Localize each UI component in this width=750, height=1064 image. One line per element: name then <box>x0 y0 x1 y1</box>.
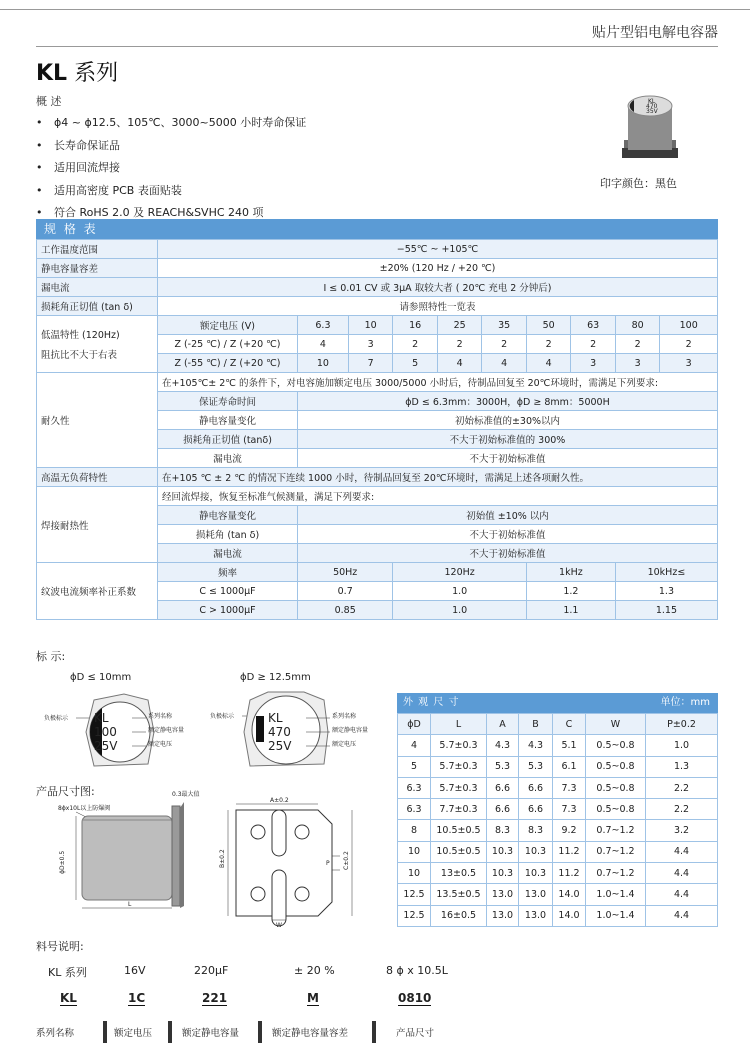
large-print: 470 <box>268 725 291 739</box>
rated-v-label: 额定电压 <box>332 741 357 748</box>
table-row: 工作温度范围 −55℃ ~ +105℃ <box>37 240 718 259</box>
partno-code: 221 <box>202 991 228 1005</box>
partno-heading: 料号说明: <box>36 940 84 953</box>
partno-example: 16V <box>124 964 146 977</box>
feature-list <box>36 112 306 225</box>
large-print: KL <box>268 711 283 725</box>
table-row: 静电容量变化 初始标准值的±30%以内 <box>37 411 718 430</box>
table-row: 损耗角正切值 (tanδ) 不大于初始标准值的 300% <box>37 430 718 449</box>
partno-label: 额定静电容量 <box>182 1028 240 1039</box>
overview-heading: 概 述 <box>36 95 62 108</box>
table-row: C ≤ 1000μF 0.7 1.0 1.2 1.3 <box>37 582 718 601</box>
partno-code: M <box>307 991 319 1005</box>
appearance-heading: 外 观 尺 寸 <box>403 697 460 708</box>
table-row: 保证寿命时间 ϕD ≤ 6.3mm：3000H，ϕD ≥ 8mm：5000H <box>37 392 718 411</box>
appearance-heading-bar <box>397 693 718 713</box>
separator <box>168 1021 172 1043</box>
partno-label: 系列名称 <box>36 1028 75 1039</box>
cap-print: 35V <box>646 108 658 115</box>
marking-small-label: ϕD ≤ 10mm <box>70 672 132 683</box>
rated-cap-label: 额定静电容量 <box>332 727 369 734</box>
partno-example: 8 ϕ x 10.5L <box>386 964 448 977</box>
header-rule <box>36 46 718 47</box>
series-name-label: 系列名称 <box>148 713 173 720</box>
table-row: 纹波电流频率补正系数 频率 50Hz 120Hz 1kHz 10kHz≤ <box>37 563 718 582</box>
partno-code: 1C <box>128 991 146 1005</box>
rated-cap-label: 额定静电容量 <box>148 727 185 734</box>
table-row: 5 5.7±0.3 5.3 5.3 6.1 0.5~0.8 1.3 <box>398 756 718 777</box>
separator <box>103 1021 107 1043</box>
feature-item: • 符合 RoHS 2.0 及 REACH&SVHC 240 项 <box>36 202 306 225</box>
partno-example: ± 20 % <box>294 964 335 977</box>
table-row: 耐久性 在+105℃± 2℃ 的条件下，对电容施加额定电压 3000/5000 小时后，待制品回复至 20℃环境时，需满足下列要求: <box>37 373 718 392</box>
lowtemp-label: 阻抗比不大于右表 <box>41 350 118 361</box>
lowtemp-label: 低温特性 (120Hz) <box>41 330 120 341</box>
category-title: 贴片型铝电解电容器 <box>592 25 718 41</box>
table-row: 高温无负荷特性 在+105 ℃ ± 2 ℃ 的情况下连续 1000 小时，待制品回复至 20℃环境时，需满足上述各项耐久性。 <box>37 468 718 487</box>
spec-heading: 规 格 表 <box>44 222 98 236</box>
c-label: C±0.2 <box>343 851 350 870</box>
ink-color: 印字颜色：黑色 <box>600 177 677 190</box>
cap-print: KL <box>648 98 656 105</box>
table-row: Z (-55 ℃) / Z (+20 ℃) 10 7 5 4 4 4 3 3 3 <box>37 354 718 373</box>
table-row: Z (-25 ℃) / Z (+20 ℃) 4 3 2 2 2 2 2 2 2 <box>37 335 718 354</box>
table-row: 4 5.7±0.3 4.3 4.3 5.1 0.5~0.8 1.0 <box>398 735 718 756</box>
feature-item: • 适用高密度 PCB 表面贴装 <box>36 180 306 203</box>
capacitor-photo <box>620 92 680 162</box>
table-row: 6.3 7.7±0.3 6.6 6.6 7.3 0.5~0.8 2.2 <box>398 799 718 820</box>
d-label: ϕD±0.5 <box>59 850 66 874</box>
small-print: KL <box>94 711 109 725</box>
dimension-drawings <box>36 790 376 930</box>
spec-table <box>36 239 718 620</box>
table-row: 损耗角 (tan δ) 不大于初始标准值 <box>37 525 718 544</box>
table-row: 12.5 16±0.5 13.0 13.0 14.0 1.0~1.4 4.4 <box>398 905 718 926</box>
a-label: A±0.2 <box>270 797 289 804</box>
table-row: ϕD L A B C W P±0.2 <box>398 714 718 735</box>
cap-print: 470 <box>646 103 658 110</box>
marking-diagrams <box>36 690 376 780</box>
series-code: KL <box>36 61 68 86</box>
dimension-heading: 产品尺寸图: <box>36 785 95 798</box>
table-row: 10 10.5±0.5 10.3 10.3 11.2 0.7~1.2 4.4 <box>398 841 718 862</box>
vent-label: 8ϕx10L以上防爆阀 <box>58 805 111 812</box>
rated-v-label: 额定电压 <box>148 741 173 748</box>
partno-label: 产品尺寸 <box>396 1028 435 1039</box>
l-label: L <box>128 901 132 908</box>
table-row: 低温特性 (120Hz) 阻抗比不大于右表 额定电压 (V) 6.3 10 16 25 35 50 63 80 100 <box>37 316 718 335</box>
w-label: W <box>276 922 282 929</box>
table-row: 焊接耐热性 经回流焊接，恢复至标准气候测量，满足下列要求: <box>37 487 718 506</box>
table-row: 8 10.5±0.5 8.3 8.3 9.2 0.7~1.2 3.2 <box>398 820 718 841</box>
appearance-table <box>397 713 718 927</box>
separator <box>372 1021 376 1043</box>
b-label: B±0.2 <box>219 849 226 868</box>
table-row: 漏电流 不大于初始标准值 <box>37 449 718 468</box>
table-row: C > 1000μF 0.85 1.0 1.1 1.15 <box>37 601 718 620</box>
spec-heading-bar <box>36 219 718 239</box>
p-label: P <box>326 860 330 867</box>
neg-mark-label: 负极标示 <box>44 715 69 722</box>
table-row: 漏电流 不大于初始标准值 <box>37 544 718 563</box>
partno-label: 额定静电容量容差 <box>272 1028 349 1039</box>
large-print: 25V <box>268 739 292 753</box>
series-title <box>36 56 118 87</box>
partno-code: 0810 <box>398 991 432 1005</box>
partno-code: KL <box>60 991 77 1005</box>
partno-example: 220μF <box>194 964 229 977</box>
partno-example: KL 系列 <box>48 966 87 979</box>
small-print: 25V <box>94 739 118 753</box>
table-row: 6.3 5.7±0.3 6.6 6.6 7.3 0.5~0.8 2.2 <box>398 777 718 798</box>
marking-large-label: ϕD ≥ 12.5mm <box>240 672 311 683</box>
marking-heading: 标 示: <box>36 650 66 663</box>
partno-label: 额定电压 <box>114 1028 153 1039</box>
max-label: 0.3最大值 <box>172 791 200 798</box>
feature-item: • ϕ4 ~ ϕ12.5、105℃、3000~5000 小时寿命保证 <box>36 112 306 135</box>
separator <box>258 1021 262 1043</box>
table-row: 静电容量变化 初始值 ±10% 以内 <box>37 506 718 525</box>
small-print: 100 <box>94 725 117 739</box>
table-row: 漏电流 I ≤ 0.01 CV 或 3μA 取较大者 ( 20℃ 充电 2 分钟后) <box>37 278 718 297</box>
feature-item: • 长寿命保证品 <box>36 135 306 158</box>
table-row: 12.5 13.5±0.5 13.0 13.0 14.0 1.0~1.4 4.4 <box>398 884 718 905</box>
appearance-unit: 单位：mm <box>660 697 710 708</box>
table-row: 10 13±0.5 10.3 10.3 11.2 0.7~1.2 4.4 <box>398 863 718 884</box>
top-rule <box>0 9 750 10</box>
feature-item: • 适用回流焊接 <box>36 157 306 180</box>
table-row: 静电容量容差 ±20% (120 Hz / +20 ℃) <box>37 259 718 278</box>
table-row: 损耗角正切值 (tan δ) 请参照特性一览表 <box>37 297 718 316</box>
series-word: 系列 <box>74 61 119 86</box>
neg-mark-label: 负极标示 <box>210 713 235 720</box>
series-name-label: 系列名称 <box>332 713 357 720</box>
